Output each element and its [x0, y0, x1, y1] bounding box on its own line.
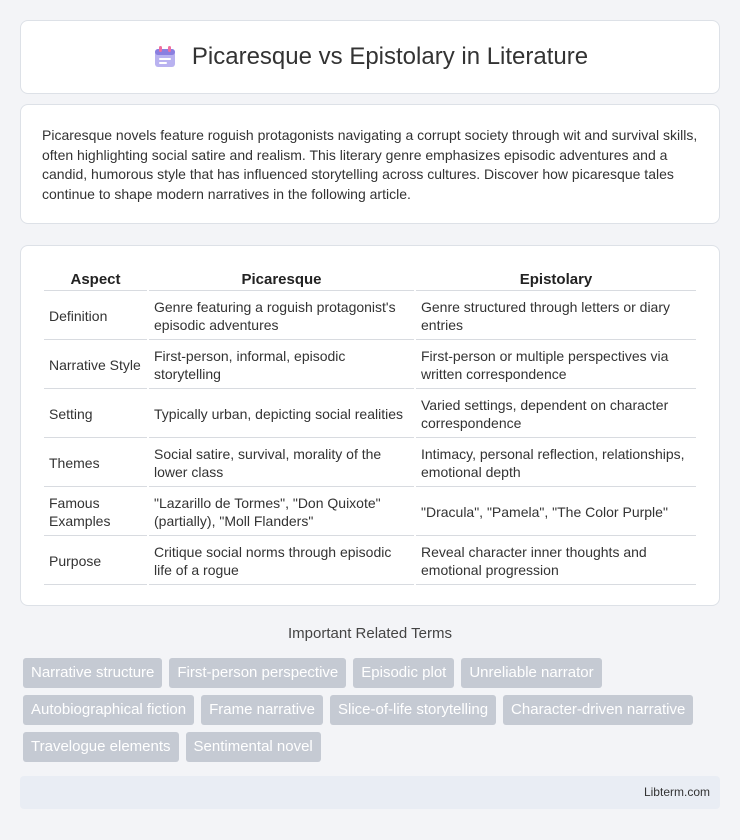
table-cell-epistolary: First-person or multiple perspectives via written correspondence: [416, 342, 696, 389]
related-term-tag[interactable]: Slice-of-life storytelling: [330, 695, 496, 725]
related-term-tag[interactable]: First-person perspective: [169, 658, 346, 688]
table-row: [44, 293, 696, 340]
table-row: [44, 440, 696, 487]
table-cell-epistolary: Reveal character inner thoughts and emotional progression: [416, 538, 696, 585]
intro-card: [20, 104, 720, 224]
table-cell-picaresque: "Lazarillo de Tormes", "Don Quixote" (partially), "Moll Flanders": [149, 489, 414, 536]
related-term-tag[interactable]: Travelogue elements: [23, 732, 179, 762]
related-term-tag[interactable]: Episodic plot: [353, 658, 454, 688]
comparison-table: [42, 265, 698, 587]
related-term-tag[interactable]: Unreliable narrator: [461, 658, 601, 688]
table-cell-picaresque: Critique social norms through episodic life of a rogue: [149, 538, 414, 585]
related-terms-title: Important Related Terms: [288, 625, 452, 642]
table-cell-epistolary: Intimacy, personal reflection, relationships, emotional depth: [416, 440, 696, 487]
column-header-epistolary: Epistolary: [416, 267, 696, 291]
table-cell-picaresque: Genre featuring a roguish protagonist's episodic adventures: [149, 293, 414, 340]
intro-text: Picaresque novels feature roguish protagonists navigating a corrupt society through wit and survival skills, often highlighting social satire and realism. This literary genre emphasizes episodic adventures and a candid, humorous style that has influenced storytelling across cultures. Discover how picaresque tales continue to shape modern narratives in the following article.: [42, 127, 698, 202]
table-row: [44, 342, 696, 389]
table-cell-picaresque: Typically urban, depicting social realities: [149, 391, 414, 438]
table-cell-aspect: Definition: [44, 293, 147, 340]
table-row: [44, 538, 696, 585]
column-header-picaresque: Picaresque: [149, 267, 414, 291]
related-terms-list: [23, 658, 713, 762]
related-term-tag[interactable]: Autobiographical fiction: [23, 695, 194, 725]
calendar-icon: [152, 44, 178, 70]
table-cell-epistolary: "Dracula", "Pamela", "The Color Purple": [416, 489, 696, 536]
title-card: [20, 20, 720, 94]
table-row: [44, 489, 696, 536]
table-cell-epistolary: Genre structured through letters or diary entries: [416, 293, 696, 340]
related-term-tag[interactable]: Frame narrative: [201, 695, 323, 725]
page-title: Picaresque vs Epistolary in Literature: [191, 43, 589, 70]
table-cell-aspect: Famous Examples: [44, 489, 147, 536]
table-cell-aspect: Purpose: [44, 538, 147, 585]
table-cell-aspect: Narrative Style: [44, 342, 147, 389]
table-cell-aspect: Setting: [44, 391, 147, 438]
table-header-row: [44, 267, 696, 291]
related-term-tag[interactable]: Narrative structure: [23, 658, 162, 688]
column-header-aspect: Aspect: [44, 267, 147, 291]
table-cell-picaresque: Social satire, survival, morality of the lower class: [149, 440, 414, 487]
related-term-tag[interactable]: Character-driven narrative: [503, 695, 693, 725]
footer-site-link[interactable]: Libterm.com: [643, 785, 710, 799]
table-cell-picaresque: First-person, informal, episodic storytelling: [149, 342, 414, 389]
comparison-table-card: [20, 245, 720, 606]
table-cell-epistolary: Varied settings, dependent on character correspondence: [416, 391, 696, 438]
table-cell-aspect: Themes: [44, 440, 147, 487]
footer: [20, 776, 720, 809]
table-row: [44, 391, 696, 438]
related-term-tag[interactable]: Sentimental novel: [186, 732, 321, 762]
